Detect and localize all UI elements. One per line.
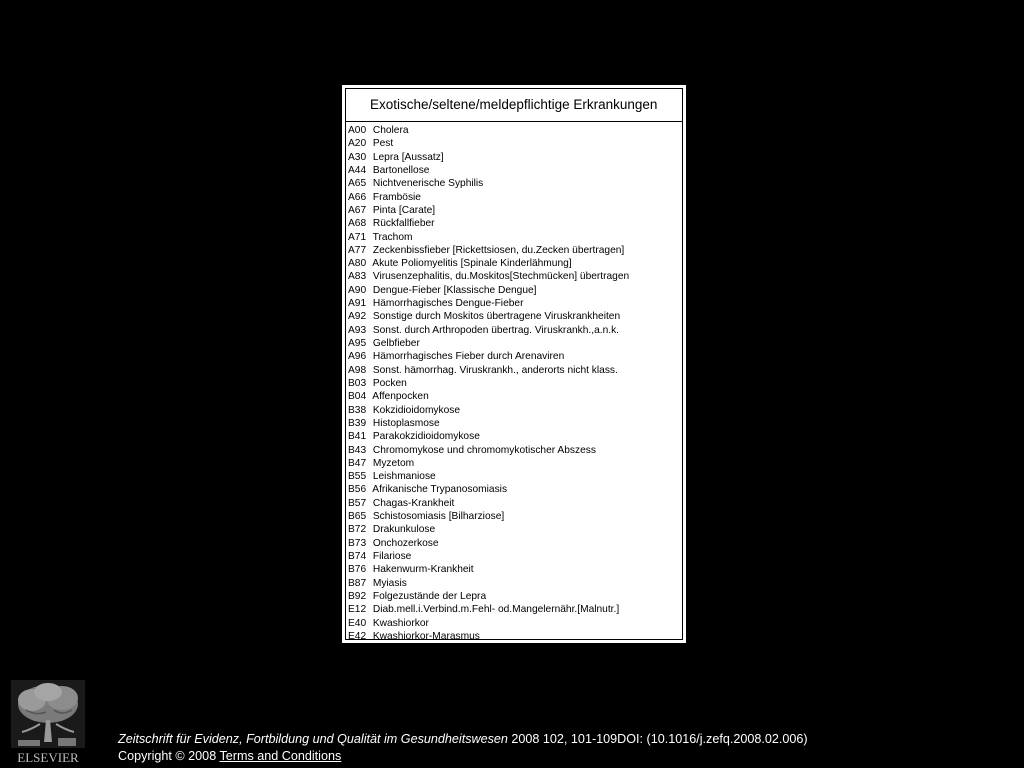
row-code: A30 <box>348 151 367 163</box>
table-row <box>346 151 682 164</box>
table-row <box>346 137 682 150</box>
row-name: Afrikanische Trypanosomiasis <box>372 484 508 496</box>
row-name: Diab.mell.i.Verbind.m.Fehl- od.Mangelernähr.[Malnutr.] <box>372 604 620 616</box>
elsevier-logo <box>10 680 86 764</box>
row-name: Hämorrhagisches Dengue-Fieber <box>372 298 524 310</box>
row-code: B38 <box>348 404 367 416</box>
table-row <box>346 390 682 403</box>
row-name: Chromomykose und chromomykotischer Abszess <box>372 444 596 456</box>
row-name: Virusenzephalitis, du.Moskitos[Stechmücken] übertragen <box>372 271 630 283</box>
row-code: B04 <box>348 391 367 403</box>
table-row <box>346 337 682 350</box>
row-name: Filariose <box>372 551 412 562</box>
row-code: B43 <box>348 444 367 456</box>
row-name: Kwashiorkor <box>372 617 429 629</box>
elsevier-tree-icon <box>11 680 85 748</box>
row-name: Hakenwurm-Krankheit <box>372 564 474 576</box>
row-name: Myiasis <box>372 577 407 589</box>
table-frame <box>345 88 683 640</box>
row-name: Schistosomiasis [Bilharziose] <box>372 511 505 523</box>
row-name: Cholera <box>372 125 409 136</box>
table-row <box>346 617 682 630</box>
table-row <box>346 257 682 270</box>
row-name: Affenpocken <box>372 391 429 403</box>
row-code: A00 <box>348 125 367 136</box>
row-name: Leishmaniose <box>372 471 436 483</box>
table-row <box>346 590 682 603</box>
row-name: Pest <box>372 138 394 150</box>
row-name: Parakokzidioidomykose <box>372 431 480 443</box>
row-name: Pocken <box>372 377 407 389</box>
table-row <box>346 191 682 204</box>
row-code: A93 <box>348 324 367 336</box>
row-code: A67 <box>348 204 367 216</box>
table-row <box>346 177 682 190</box>
row-name: Chagas-Krankheit <box>372 497 455 509</box>
row-code: B74 <box>348 551 367 562</box>
row-code: A91 <box>348 298 367 310</box>
footer <box>118 731 808 765</box>
copyright-text: Copyright © 2008 <box>118 749 220 763</box>
row-code: B73 <box>348 537 367 549</box>
row-name: Dengue-Fieber [Klassische Dengue] <box>372 284 537 296</box>
disease-list <box>346 122 682 643</box>
row-name: Myzetom <box>372 457 415 469</box>
row-code: A83 <box>348 271 367 283</box>
table-row <box>346 217 682 230</box>
row-code: A77 <box>348 244 367 256</box>
row-code: B65 <box>348 511 367 523</box>
row-code: B72 <box>348 524 367 536</box>
row-code: A96 <box>348 351 367 363</box>
row-code: A90 <box>348 284 367 296</box>
row-name: Folgezustände der Lepra <box>372 590 487 602</box>
table-row <box>346 430 682 443</box>
table-row <box>346 537 682 550</box>
row-code: A80 <box>348 258 367 270</box>
row-code: A92 <box>348 311 367 323</box>
row-name: Kokzidioidomykose <box>372 404 461 416</box>
row-name: Histoplasmose <box>372 417 440 429</box>
row-code: A65 <box>348 178 367 190</box>
table-row <box>346 284 682 297</box>
row-name: Onchozerkose <box>372 537 439 549</box>
table-row <box>346 231 682 244</box>
row-name: Gelbfieber <box>372 338 420 349</box>
row-code: B92 <box>348 590 367 602</box>
table-row <box>346 444 682 457</box>
table-row <box>346 523 682 536</box>
table-row <box>346 417 682 430</box>
row-code: E40 <box>348 617 367 629</box>
row-code: B39 <box>348 417 367 429</box>
row-code: B57 <box>348 497 367 509</box>
row-code: B41 <box>348 431 367 443</box>
row-name: Bartonellose <box>372 164 430 176</box>
citation-details: 2008 102, 101-109DOI: (10.1016/j.zefq.2008.02.006) <box>507 732 808 746</box>
row-code: B87 <box>348 577 367 589</box>
table-row <box>346 630 682 643</box>
row-name: Akute Poliomyelitis [Spinale Kinderlähmung] <box>372 258 572 270</box>
row-name: Rückfallfieber <box>372 218 435 230</box>
row-name: Nichtvenerische Syphilis <box>372 178 484 190</box>
row-code: B76 <box>348 564 367 576</box>
row-name: Kwashiorkor-Marasmus <box>372 630 480 642</box>
table-row <box>346 603 682 616</box>
row-code: A95 <box>348 338 367 349</box>
row-name: Sonst. durch Arthropoden übertrag. Viruskrankh.,a.n.k. <box>372 324 619 336</box>
table-row <box>346 577 682 590</box>
table-figure <box>342 85 686 643</box>
table-row <box>346 324 682 337</box>
table-row <box>346 270 682 283</box>
table-row <box>346 550 682 563</box>
table-row <box>346 497 682 510</box>
logo-text: ELSEVIER <box>17 750 79 764</box>
table-row <box>346 204 682 217</box>
table-row <box>346 483 682 496</box>
row-name: Frambösie <box>372 191 421 203</box>
row-code: A98 <box>348 364 367 376</box>
row-name: Zeckenbissfieber [Rickettsiosen, du.Zecken übertragen] <box>372 244 625 256</box>
table-row <box>346 310 682 323</box>
table-row <box>346 124 682 137</box>
citation-line <box>118 731 808 748</box>
table-row <box>346 510 682 523</box>
row-code: B47 <box>348 457 367 469</box>
row-code: E42 <box>348 630 367 642</box>
row-name: Drakunkulose <box>372 524 436 536</box>
table-row <box>346 297 682 310</box>
table-row <box>346 244 682 257</box>
row-code: A44 <box>348 164 367 176</box>
table-row <box>346 350 682 363</box>
table-row <box>346 404 682 417</box>
row-name: Lepra [Aussatz] <box>372 151 444 163</box>
table-row <box>346 164 682 177</box>
row-code: A66 <box>348 191 367 203</box>
row-code: E12 <box>348 604 367 616</box>
table-row <box>346 457 682 470</box>
row-code: B56 <box>348 484 367 496</box>
row-name: Trachom <box>372 231 413 243</box>
row-code: B03 <box>348 377 367 389</box>
row-code: A20 <box>348 138 367 150</box>
journal-name: Zeitschrift für Evidenz, Fortbildung und Qualität im Gesundheitswesen <box>118 732 508 746</box>
table-row <box>346 364 682 377</box>
table-row <box>346 377 682 390</box>
row-code: A68 <box>348 218 367 230</box>
table-row <box>346 470 682 483</box>
row-name: Pinta [Carate] <box>372 204 436 216</box>
copyright-line <box>118 748 808 765</box>
row-name: Sonst. hämorrhag. Viruskrankh., anderorts nicht klass. <box>372 364 618 376</box>
row-name: Hämorrhagisches Fieber durch Arenaviren <box>372 351 565 363</box>
row-code: A71 <box>348 231 367 243</box>
row-code: B55 <box>348 471 367 483</box>
table-title: Exotische/seltene/meldepflichtige Erkrankungen <box>346 89 682 122</box>
row-name: Sonstige durch Moskitos übertragene Viruskrankheiten <box>372 311 621 323</box>
table-row <box>346 563 682 576</box>
terms-link[interactable]: Terms and Conditions <box>219 749 342 763</box>
